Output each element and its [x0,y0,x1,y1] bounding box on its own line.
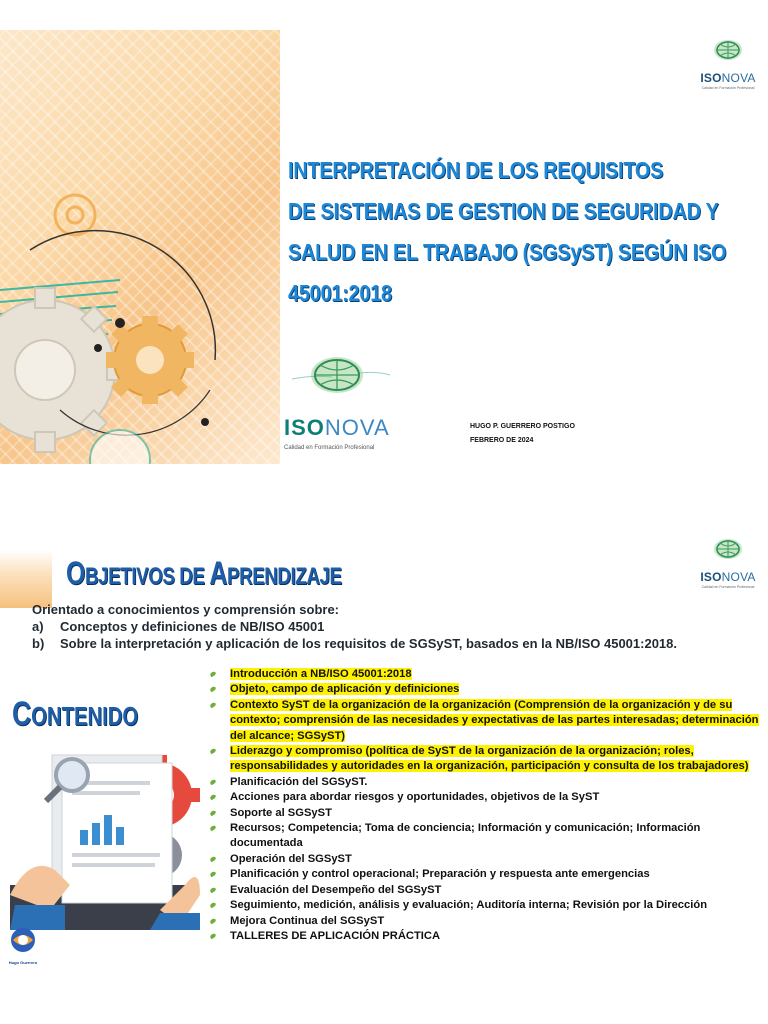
list-item-text: Planificación del SGSyST. [230,775,368,788]
list-item [208,929,764,944]
globe-icon [710,535,746,563]
gear-icon [106,316,194,404]
gear-icon [55,195,95,235]
list-item-text: TALLERES DE APLICACIÓN PRÁCTICA [230,929,441,942]
contents-list [208,667,764,944]
presentation-date: FEBRERO DE 2024 [470,437,534,444]
globe-icon [710,36,746,64]
list-item [208,852,764,867]
list-item [208,883,764,898]
list-item [208,744,764,775]
logo-iso-text: ISO [284,415,325,440]
swirl-logo-icon [8,925,38,955]
document-analysis-illustration [10,735,200,930]
isonova-logo [698,36,758,90]
list-item-text: Operación del SGSyST [230,852,352,865]
gear-icon [0,288,127,452]
list-item [208,867,764,882]
list-item-text: Objeto, campo de aplicación y definiciones [230,683,460,696]
hg-logo-name: Hugo Guerrero [8,960,38,965]
objective-text: Sobre la interpretación y aplicación de los requisitos de SGSyST, basados en la NB/ISO 45001:2018. [60,636,678,651]
logo-tagline: Calidad en Formación Profesional [701,86,755,90]
objective-item [32,635,677,652]
list-item-text: Evaluación del Desempeño del SGSyST [230,883,442,896]
list-item [208,698,764,744]
list-item-text: Mejora Continua del SGSyST [230,914,385,927]
intro-text: Orientado a conocimientos y comprensión sobre: [32,602,340,617]
contenido-heading [12,695,138,734]
list-item [208,790,764,805]
objective-text: Conceptos y definiciones de NB/ISO 45001 [60,619,325,634]
list-item-text: Recursos; Competencia; Toma de conciencia; Información y comunicación; Información documentada [230,822,701,850]
list-item [208,806,764,821]
objective-label: a) [32,619,44,634]
objective-label: b) [32,636,45,651]
gear-icon [90,430,150,464]
title-line: INTERPRETACIÓN DE LOS REQUISITOS [288,157,664,183]
author-block [470,420,575,448]
list-item-text: Acciones para abordar riesgos y oportunidades, objetivos de la SyST [230,791,600,804]
list-item-text: Soporte al SGSyST [230,806,332,819]
list-item-text: Contexto SyST de la organización de la organización (Comprensión de la organización y de su contexto; comprensión de las necesidades y expectativas de las partes interesadas; determinación del alcance; SGSyST) [230,698,759,742]
logo-tagline: Calidad en Formación Profesional [701,585,755,589]
heading-initial: C [12,695,32,733]
list-item-text: Seguimiento, medición, análisis y evaluación; Auditoría interna; Revisión por la Dirección [230,899,708,912]
list-item [208,914,764,929]
list-item [208,682,764,697]
list-item-text: Introducción a NB/ISO 45001:2018 [230,668,412,680]
gears-illustration [0,30,280,464]
logo-iso-text: ISO [700,570,722,584]
title-initial: A [209,555,227,591]
title-line: SALUD EN EL TRABAJO (SGSyST) SEGÚN ISO [288,239,727,265]
globe-icon [282,345,392,405]
logo-iso-text: ISO [700,71,722,85]
list-item-text: Liderazgo y compromiso (política de SyST de la organización de la organización; roles, responsabilidades y autoridades en la organización, participación y consulta de los trabajadores) [230,745,749,773]
list-item [208,821,764,852]
logo-nova-text: NOVA [721,71,756,85]
title-initial: O [66,555,86,591]
logo-nova-text: NOVA [721,570,756,584]
title-rest: PRENDIZAJE [226,563,342,590]
cover-title [288,150,727,314]
title-rest: BJETIVOS DE [85,563,210,590]
list-item [208,667,764,682]
objective-item [32,618,677,635]
slide-cover [0,0,768,468]
logo-nova-text: NOVA [324,415,390,440]
isonova-logo [698,535,758,589]
list-item [208,898,764,913]
hugo-guerrero-logo [6,925,40,965]
author-name: HUGO P. GUERRERO POSTIGO [470,423,575,430]
title-line: DE SISTEMAS DE GESTION DE SEGURIDAD Y [288,198,719,224]
title-line: 45001:2018 [288,280,392,306]
list-item-text: Planificación y control operacional; Preparación y respuesta ante emergencias [230,868,650,881]
list-item [208,775,764,790]
heading-rest: ONTENIDO [31,701,139,731]
slide-objectives [0,525,768,970]
decorative-strip [0,550,52,608]
objectives-title [66,555,342,592]
objectives-intro [32,601,677,652]
isonova-logo-large [282,345,402,455]
logo-tagline: Calidad en Formación Profesional [284,445,375,451]
